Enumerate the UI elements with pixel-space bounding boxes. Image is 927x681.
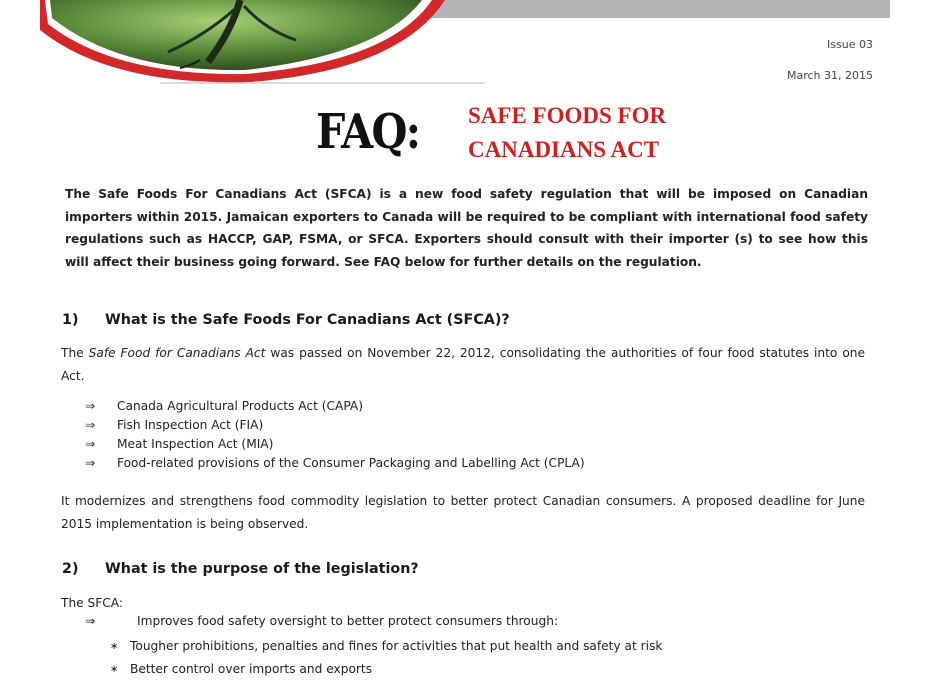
arrow-icon: ⇒	[85, 456, 96, 470]
answer-1-followup: It modernizes and strengthens food commodity legislation to better protect Canadian consumers. A proposed deadline for June 2015 implementation is being observed.	[61, 494, 865, 531]
asterisk-bullet-icon: ∗	[110, 641, 119, 652]
arrow-icon: ⇒	[85, 437, 96, 451]
list-item-label: Fish Inspection Act (FIA)	[117, 418, 264, 432]
issue-date: March 31, 2015	[786, 69, 873, 82]
answer-1-paragraph	[61, 342, 865, 387]
question-number: 2)	[62, 561, 79, 577]
list-item-label: Better control over imports and exports	[130, 662, 373, 676]
arrow-icon: ⇒	[85, 418, 96, 432]
arrow-icon: ⇒	[85, 614, 96, 628]
list-item-label: Canada Agricultural Products Act (CAPA)	[117, 399, 364, 413]
question-text: What is the Safe Foods For Canadians Act (SFCA)?	[105, 312, 510, 328]
question-text: What is the purpose of the legislation?	[105, 561, 419, 577]
answer-rest: was passed on November 22, 2012, consolidating the authorities of four food statutes into one Act.	[61, 346, 865, 383]
issue-number: Issue 03	[827, 38, 873, 51]
intro-paragraph: The Safe Foods For Canadians Act (SFCA) is a new food safety regulation that will be imposed on Canadian importers within 2015. Jamaican exporters to Canada will be required to be compliant with international food safety regulations such as HACCP, GAP, FSMA, or SFCA. Exporters should consult with their importer (s) to see how this will affect their business going forward. See FAQ below for further details on the regulation.	[65, 187, 868, 269]
list-item-label: Meat Inspection Act (MIA)	[117, 437, 274, 451]
title-line-1: SAFE FOODS FOR	[468, 103, 667, 128]
answer-prefix: The	[61, 346, 89, 360]
asterisk-bullet-icon: ∗	[110, 664, 119, 675]
arrow-icon: ⇒	[85, 399, 96, 413]
act-name-italic: Safe Food for Canadians Act	[88, 346, 266, 360]
purpose-point-label: Improves food safety oversight to better protect consumers through:	[137, 614, 559, 628]
title-line-2: CANADIANS ACT	[468, 137, 660, 162]
grey-banner-bar	[420, 0, 890, 18]
question-number: 1)	[62, 312, 79, 328]
list-item-label: Tougher prohibitions, penalties and fines for activities that put health and safety at risk	[130, 639, 663, 653]
faq-label: FAQ:	[316, 104, 420, 160]
list-item-label: Food-related provisions of the Consumer Packaging and Labelling Act (CPLA)	[117, 456, 585, 470]
answer-2-lead: The SFCA:	[61, 596, 124, 610]
